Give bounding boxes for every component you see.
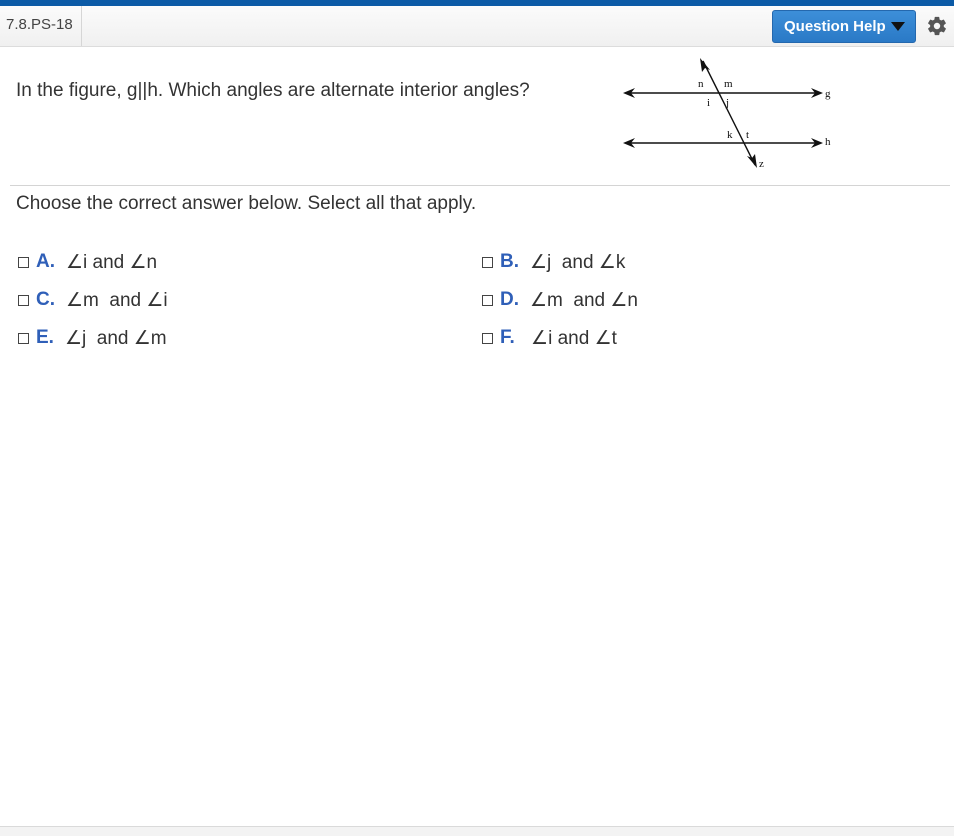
checkbox[interactable] (482, 295, 493, 306)
checkbox[interactable] (18, 333, 29, 344)
option-letter: A. (36, 251, 55, 272)
option-letter: C. (36, 289, 55, 310)
question-header (0, 6, 954, 47)
angle-label-j: j (726, 97, 730, 109)
angle-label-t: t (746, 129, 750, 141)
option-letter: E. (36, 327, 54, 348)
angle-label-m: m (724, 78, 733, 90)
checkbox[interactable] (482, 333, 493, 344)
option-c[interactable] (18, 287, 168, 313)
line-label-g: g (825, 88, 831, 100)
checkbox[interactable] (18, 295, 29, 306)
line-label-h: h (825, 136, 831, 148)
option-d[interactable] (482, 287, 638, 313)
option-f[interactable] (482, 325, 617, 351)
checkbox[interactable] (18, 257, 29, 268)
question-id: 7.8.PS-18 (0, 6, 82, 46)
option-text: ∠i and ∠t (525, 327, 617, 349)
gear-icon[interactable] (926, 15, 948, 37)
question-help-button[interactable] (772, 10, 916, 43)
option-letter: F. (500, 327, 515, 348)
option-b[interactable] (482, 249, 625, 275)
option-letter: D. (500, 289, 519, 310)
option-e[interactable] (18, 325, 167, 351)
instructions-text: Choose the correct answer below. Select all that apply. (16, 193, 477, 214)
option-text: ∠j and ∠k (530, 251, 626, 273)
option-a[interactable] (18, 249, 157, 275)
option-text: ∠i and ∠n (66, 251, 158, 273)
option-letter: B. (500, 251, 519, 272)
question-text: In the figure, g||h. Which angles are alternate interior angles? (16, 80, 530, 101)
transversal-line (703, 61, 755, 165)
angle-label-k: k (727, 129, 733, 141)
checkbox[interactable] (482, 257, 493, 268)
angle-label-i: i (707, 97, 711, 109)
option-text: ∠m and ∠n (530, 289, 638, 311)
question-help-label: Question Help (784, 18, 886, 35)
caret-down-icon (891, 22, 905, 31)
line-label-z: z (759, 158, 764, 170)
arrowheads (623, 58, 823, 168)
parallel-lines-figure (610, 50, 850, 178)
option-text: ∠j and ∠m (64, 327, 167, 349)
angle-label-n: n (698, 78, 704, 90)
option-text: ∠m and ∠i (66, 289, 168, 311)
section-divider (10, 185, 950, 186)
